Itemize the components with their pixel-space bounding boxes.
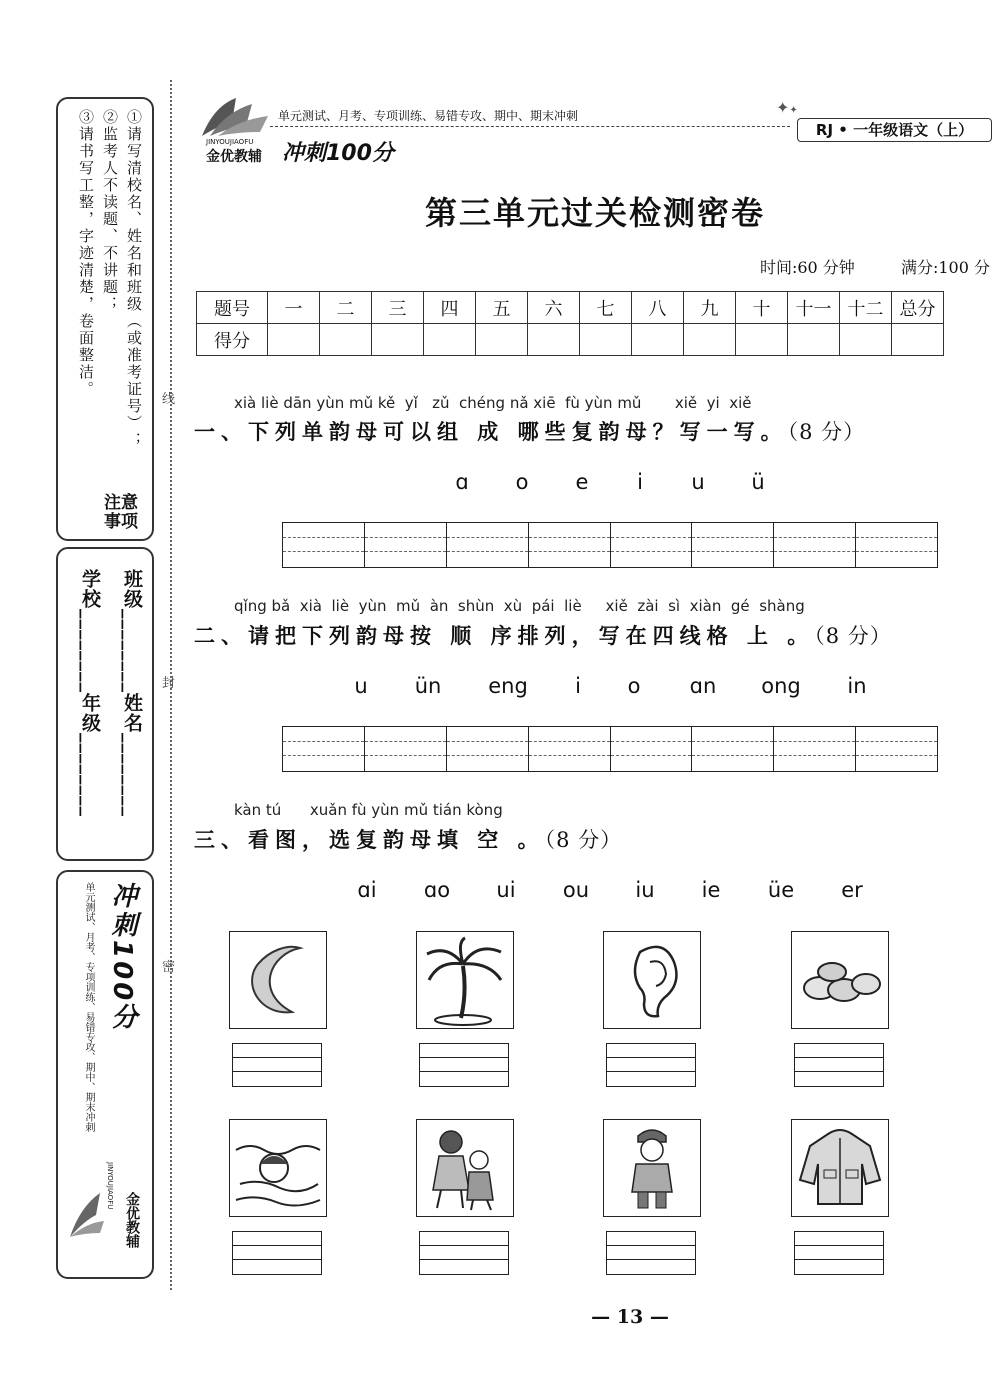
q3-letters xyxy=(0,878,1000,908)
notice-line-1: ①请写清校名、姓名和班级（或准考证号）； xyxy=(125,109,143,449)
kids-playing-picture xyxy=(416,1119,514,1217)
brand-box xyxy=(56,870,154,1279)
score-header-cell: 六 xyxy=(528,292,580,324)
q1-writing-grid[interactable] xyxy=(282,522,938,568)
header-logo-text: 金优教辅 xyxy=(206,149,262,165)
score-input-cell[interactable] xyxy=(736,324,788,356)
q2-letter: o xyxy=(627,674,641,698)
header-series-title: 冲刺100分 xyxy=(282,141,394,166)
score-input-cell[interactable] xyxy=(320,324,372,356)
sparkle-icon: ✦✦ xyxy=(776,98,798,117)
header-divider xyxy=(270,126,790,127)
score-header-cell: 二 xyxy=(320,292,372,324)
q2-letter: ong xyxy=(761,674,801,698)
answer-box-corn[interactable] xyxy=(794,1043,884,1087)
score-header-cell: 十 xyxy=(736,292,788,324)
notice-line-2: ②监考人不读题、不讲题； xyxy=(101,109,119,313)
q2-letter: u xyxy=(354,674,368,698)
header-logo-en: JINYOUJIAOFU xyxy=(206,138,254,146)
q1-points: （8 分） xyxy=(787,420,866,444)
time-score-info xyxy=(760,255,990,278)
q3-letter: ɑo xyxy=(423,878,451,902)
score-header-cell: 四 xyxy=(424,292,476,324)
q1-pinyin: xià liè dān yùn mǔ kě yǐ zǔ chéng nǎ xiē fù yùn mǔ xiě yi xiě xyxy=(234,394,752,412)
palm-tree-picture xyxy=(416,931,514,1029)
score-input-cell[interactable] xyxy=(580,324,632,356)
student-info-box xyxy=(56,547,154,861)
score-input-cell[interactable] xyxy=(840,324,892,356)
cut-label-seal: 封 xyxy=(162,676,176,691)
notice-line-3: ③请书写工整，字迹清楚，卷面整洁。 xyxy=(77,109,95,398)
score-header-cell: 五 xyxy=(476,292,528,324)
q1-letter: i xyxy=(637,470,643,494)
q2-writing-grid[interactable] xyxy=(282,726,938,772)
score-header-cell: 九 xyxy=(684,292,736,324)
score-table-header-row xyxy=(197,292,944,324)
q1-letter: ü xyxy=(751,470,765,494)
q1-letter: o xyxy=(515,470,529,494)
header-logo-icon xyxy=(196,96,272,142)
score-header-cell: 八 xyxy=(632,292,684,324)
brand-logo-icon xyxy=(66,1187,106,1247)
q2-letter: ün xyxy=(414,674,442,698)
moon-picture xyxy=(229,931,327,1029)
grade-badge: RJ • 一年级语文（上） xyxy=(797,118,992,142)
answer-box-jacket[interactable] xyxy=(794,1231,884,1275)
score-input-cell[interactable] xyxy=(632,324,684,356)
brand-title: 冲刺100分 xyxy=(107,882,137,1033)
header-tagline: 单元测试、月考、专项训练、易错专攻、期中、期末冲刺 xyxy=(278,109,579,123)
score-header-cell: 一 xyxy=(268,292,320,324)
q1-text xyxy=(194,416,865,446)
brand-small-text: 单元测试、月考、专项训练、易错专攻、期中、期末冲刺 xyxy=(83,882,94,1132)
q3-text xyxy=(194,824,622,854)
q2-letter: ɑn xyxy=(689,674,717,698)
q3-letter: ui xyxy=(496,878,516,902)
q1-letter: e xyxy=(575,470,589,494)
answer-box-kids-playing[interactable] xyxy=(419,1231,509,1275)
score-info: 满分:100 分 xyxy=(900,258,990,277)
score-input-cell[interactable] xyxy=(684,324,736,356)
q1-letter: u xyxy=(691,470,705,494)
score-header-cell: 七 xyxy=(580,292,632,324)
student-info-line2[interactable]: 班级________姓名________ xyxy=(121,569,143,817)
q2-question: 二、请把下列韵母按 顺 序排列，写在四线格 上 。 xyxy=(194,623,815,648)
answer-box-ear[interactable] xyxy=(606,1043,696,1087)
score-input-cell[interactable] xyxy=(528,324,580,356)
q3-letter: ie xyxy=(701,878,721,902)
brand-logo-text: 金优教辅 xyxy=(124,1192,140,1248)
score-header-cell: 十二 xyxy=(840,292,892,324)
swimmer-picture xyxy=(229,1119,327,1217)
score-input-cell[interactable] xyxy=(788,324,840,356)
page-title: 第三单元过关检测密卷 xyxy=(424,194,765,232)
score-row-label: 得分 xyxy=(197,324,268,356)
cut-label-secret: 密 xyxy=(162,960,176,975)
page-number: — 13 — xyxy=(591,1306,669,1328)
q2-text xyxy=(194,620,892,650)
cut-label-line: 线 xyxy=(162,392,176,407)
score-input-cell[interactable] xyxy=(892,324,944,356)
q3-question: 三、看图，选复韵母填 空 。 xyxy=(194,827,545,852)
score-input-cell[interactable] xyxy=(424,324,476,356)
q1-letter: ɑ xyxy=(455,470,469,494)
q1-letters xyxy=(0,470,1000,500)
q2-points: （8 分） xyxy=(814,624,892,648)
q2-letter: i xyxy=(575,674,581,698)
score-input-cell[interactable] xyxy=(268,324,320,356)
score-table-score-row xyxy=(197,324,944,356)
q2-letter: in xyxy=(847,674,867,698)
child-in-winter-picture xyxy=(603,1119,701,1217)
q3-letter: ɑi xyxy=(357,878,377,902)
score-table xyxy=(196,291,944,356)
answer-box-child-in-winter[interactable] xyxy=(606,1231,696,1275)
q2-pinyin: qǐng bǎ xià liè yùn mǔ àn shùn xù pái liè xiě zài sì xiàn gé shàng xyxy=(234,597,805,615)
q3-letter: üe xyxy=(767,878,795,902)
q2-letters xyxy=(0,674,1000,704)
notice-label: 注意事项 xyxy=(104,493,138,532)
q3-letter: er xyxy=(841,878,863,902)
score-input-cell[interactable] xyxy=(372,324,424,356)
q3-letter: iu xyxy=(635,878,655,902)
jacket-picture xyxy=(791,1119,889,1217)
q3-pinyin: kàn tú xuǎn fù yùn mǔ tián kòng xyxy=(234,801,503,819)
score-header-cell: 十一 xyxy=(788,292,840,324)
q1-question: 一、下列单韵母可以组 成 哪些复韵母？写一写。 xyxy=(194,419,788,444)
score-input-cell[interactable] xyxy=(476,324,528,356)
score-header-cell: 总分 xyxy=(892,292,944,324)
answer-box-swimmer[interactable] xyxy=(232,1231,322,1275)
student-info-line1[interactable]: 学校________年级________ xyxy=(79,569,101,817)
q2-letter: eng xyxy=(488,674,528,698)
time-info: 时间:60 分钟 xyxy=(759,258,855,277)
brand-logo-en: JINYOUJIAOFU xyxy=(106,1162,114,1210)
q3-letter: ou xyxy=(562,878,590,902)
score-header-cell: 三 xyxy=(372,292,424,324)
corn-picture xyxy=(791,931,889,1029)
answer-box-palm-tree[interactable] xyxy=(419,1043,509,1087)
ear-picture xyxy=(603,931,701,1029)
q3-points: （8 分） xyxy=(544,828,623,852)
answer-box-moon[interactable] xyxy=(232,1043,322,1087)
score-header-cell: 题号 xyxy=(197,292,268,324)
